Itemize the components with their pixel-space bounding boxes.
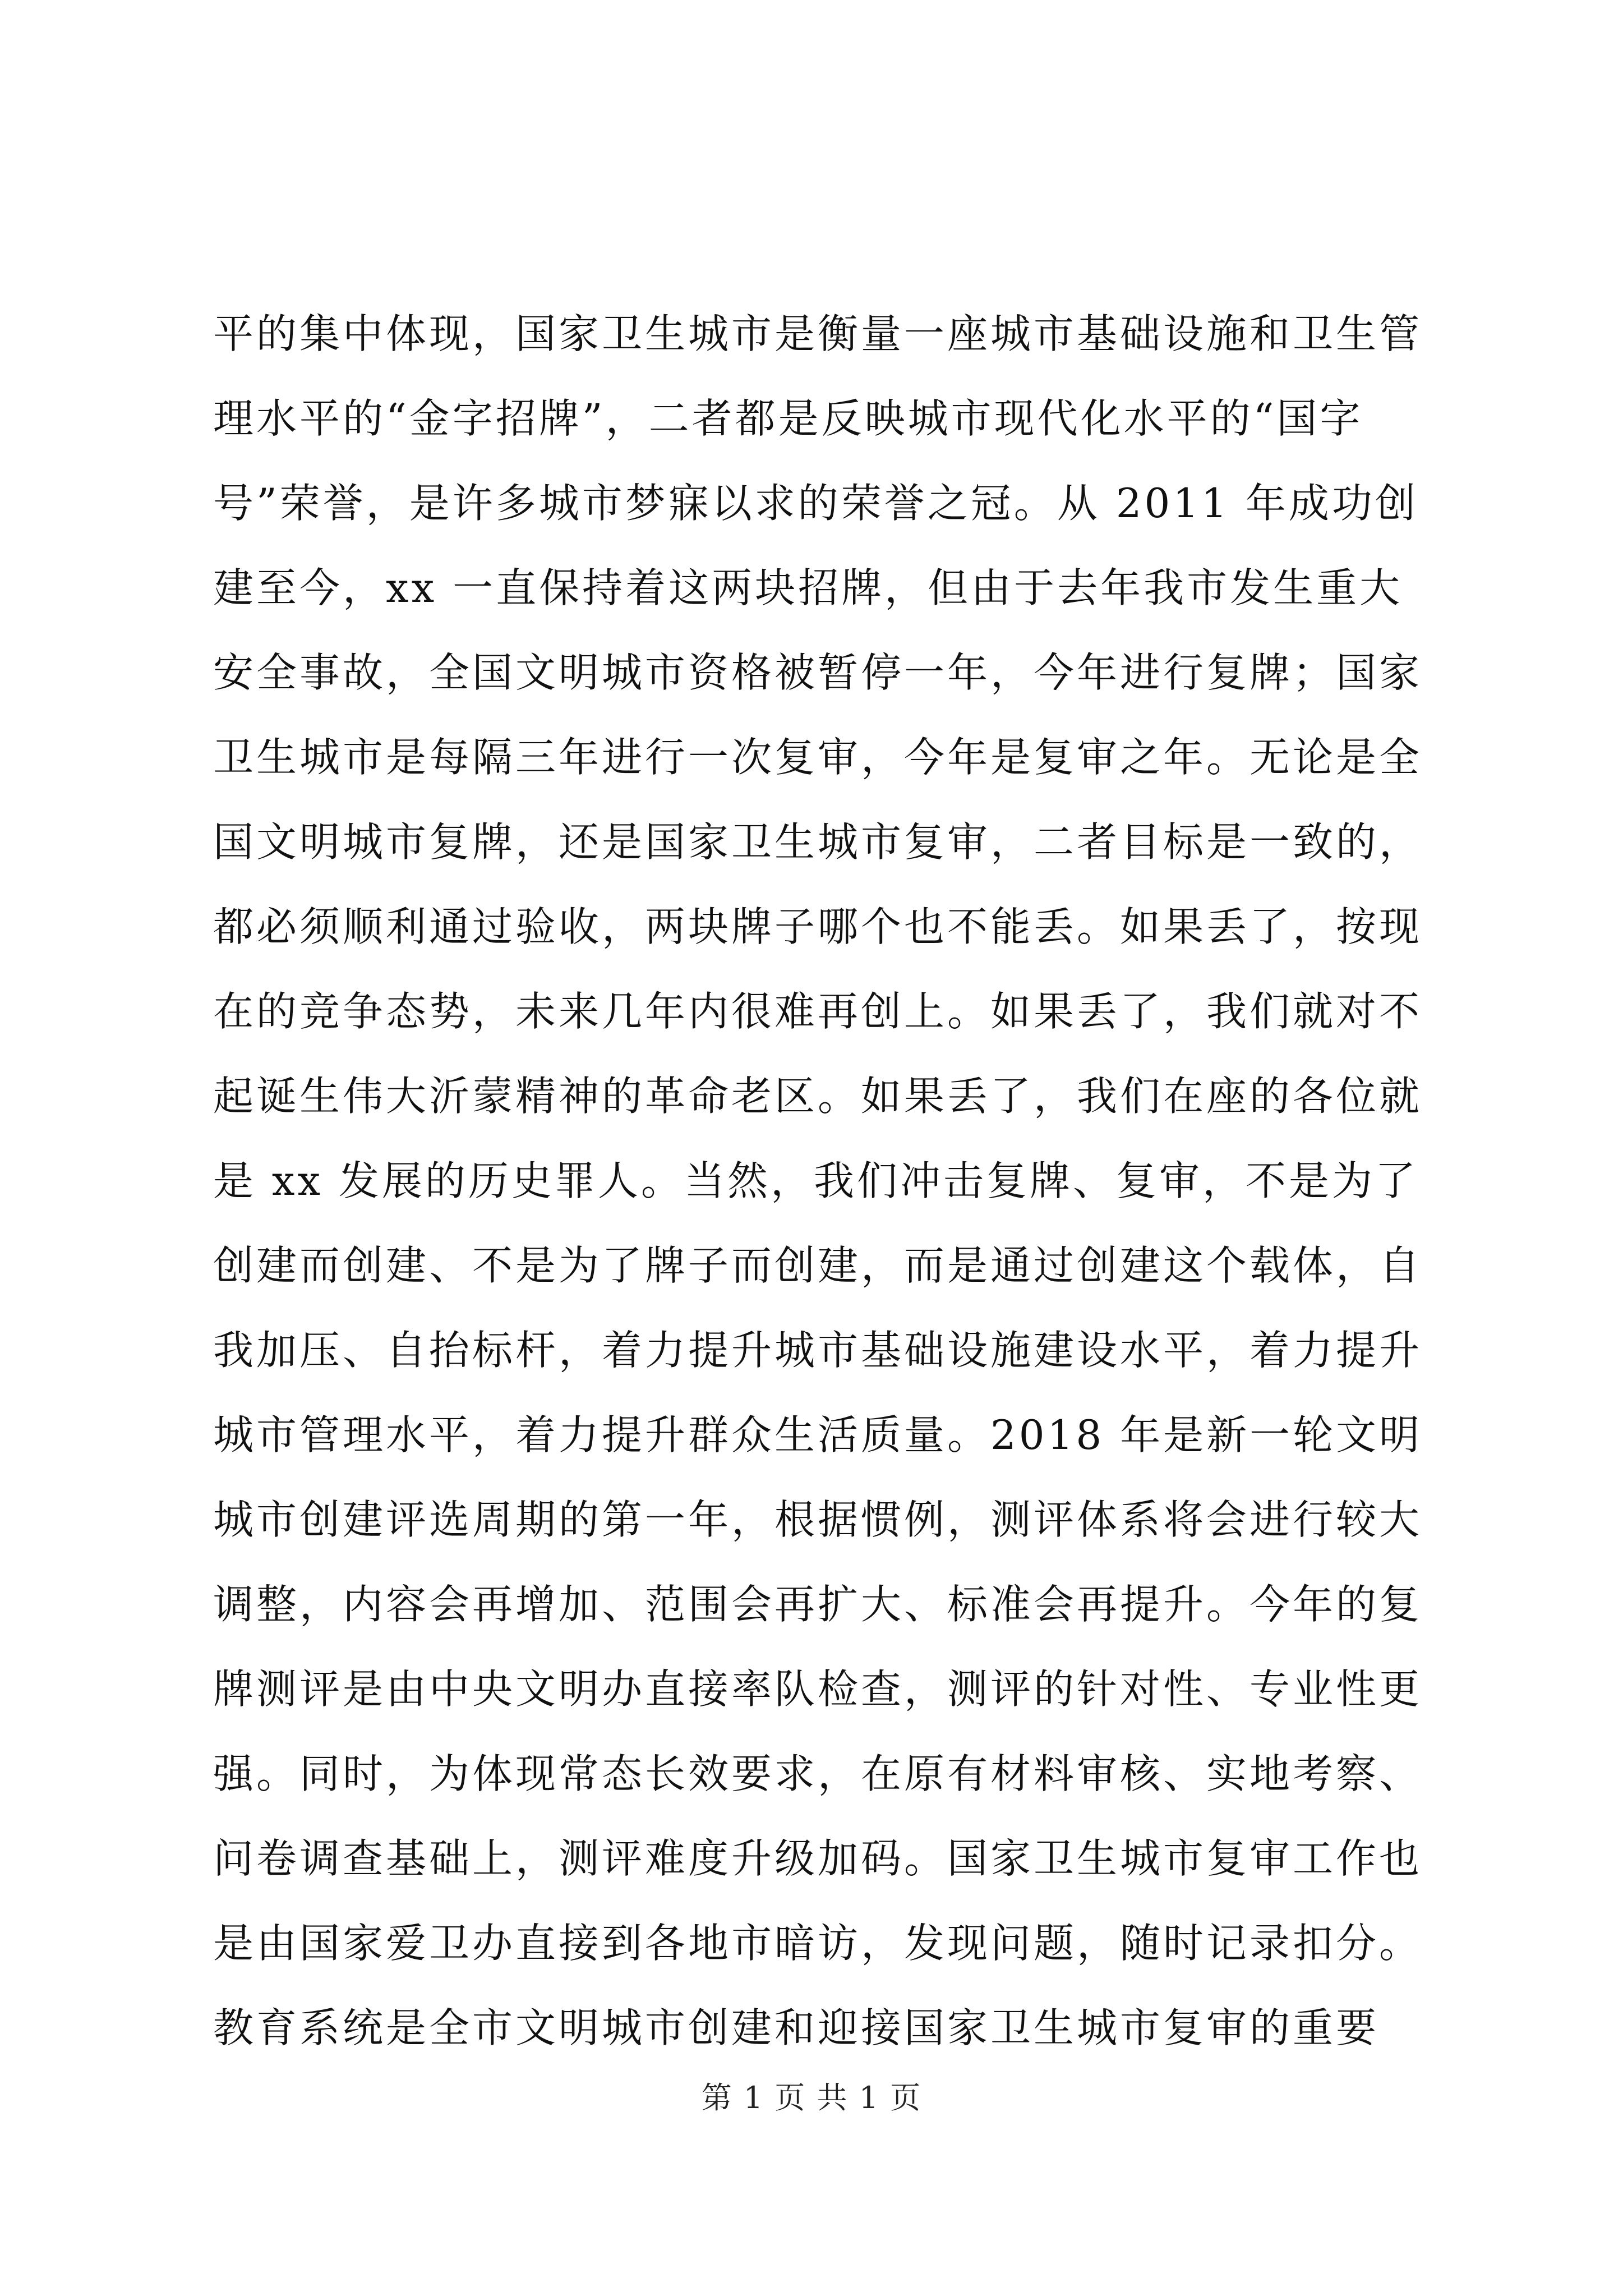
text-line: 调整，内容会再增加、范围会再扩大、标准会再提升。今年的复: [213, 1581, 1423, 1628]
text-line: 起诞生伟大沂蒙精神的革命老区。如果丢了，我们在座的各位就: [213, 1073, 1423, 1120]
body-text: [213, 292, 1424, 2070]
text-line: 问卷调查基础上，测评难度升级加码。国家卫生城市复审工作也: [213, 1835, 1423, 1882]
text-line: 强。同时，为体现常态长效要求，在原有材料审核、实地考察、: [213, 1750, 1423, 1797]
text-line: 城市管理水平，着力提升群众生活质量。2018 年是新一轮文明: [213, 1411, 1423, 1458]
text-line: 号”荣誉，是许多城市梦寐以求的荣誉之冠。从 2011 年成功创: [213, 480, 1418, 527]
text-line: 建至今，xx 一直保持着这两块招牌，但由于去年我市发生重大: [213, 564, 1403, 611]
text-line: 理水平的“金字招牌”，二者都是反映城市现代化水平的“国字: [213, 395, 1363, 442]
text-line: 城市创建评选周期的第一年，根据惯例，测评体系将会进行较大: [213, 1496, 1423, 1543]
text-line: 是由国家爱卫办直接到各地市暗访，发现问题，随时记录扣分。: [213, 1920, 1423, 1967]
text-line: 牌测评是由中央文明办直接率队检查，测评的针对性、专业性更: [213, 1665, 1423, 1713]
text-line: 是 xx 发展的历史罪人。当然，我们冲击复牌、复审，不是为了: [213, 1157, 1418, 1204]
text-line: 创建而创建、不是为了牌子而创建，而是通过创建这个载体，自: [213, 1242, 1423, 1289]
text-line: 安全事故，全国文明城市资格被暂停一年，今年进行复牌；国家: [213, 649, 1423, 696]
text-line: 平的集中体现，国家卫生城市是衡量一座城市基础设施和卫生管: [213, 310, 1423, 357]
text-line: 国文明城市复牌，还是国家卫生城市复审，二者目标是一致的，: [213, 818, 1423, 866]
text-line: 都必须顺利通过验收，两块牌子哪个也不能丢。如果丢了，按现: [213, 903, 1423, 950]
text-line: 教育系统是全市文明城市创建和迎接国家卫生城市复审的重要: [213, 2004, 1380, 2051]
text-line: 我加压、自抬标杆，着力提升城市基础设施建设水平，着力提升: [213, 1327, 1423, 1374]
text-line: 在的竞争态势，未来几年内很难再创上。如果丢了，我们就对不: [213, 988, 1423, 1035]
text-line: 卫生城市是每隔三年进行一次复审，今年是复审之年。无论是全: [213, 734, 1423, 781]
page-footer: 第 1 页 共 1 页: [701, 2080, 922, 2115]
